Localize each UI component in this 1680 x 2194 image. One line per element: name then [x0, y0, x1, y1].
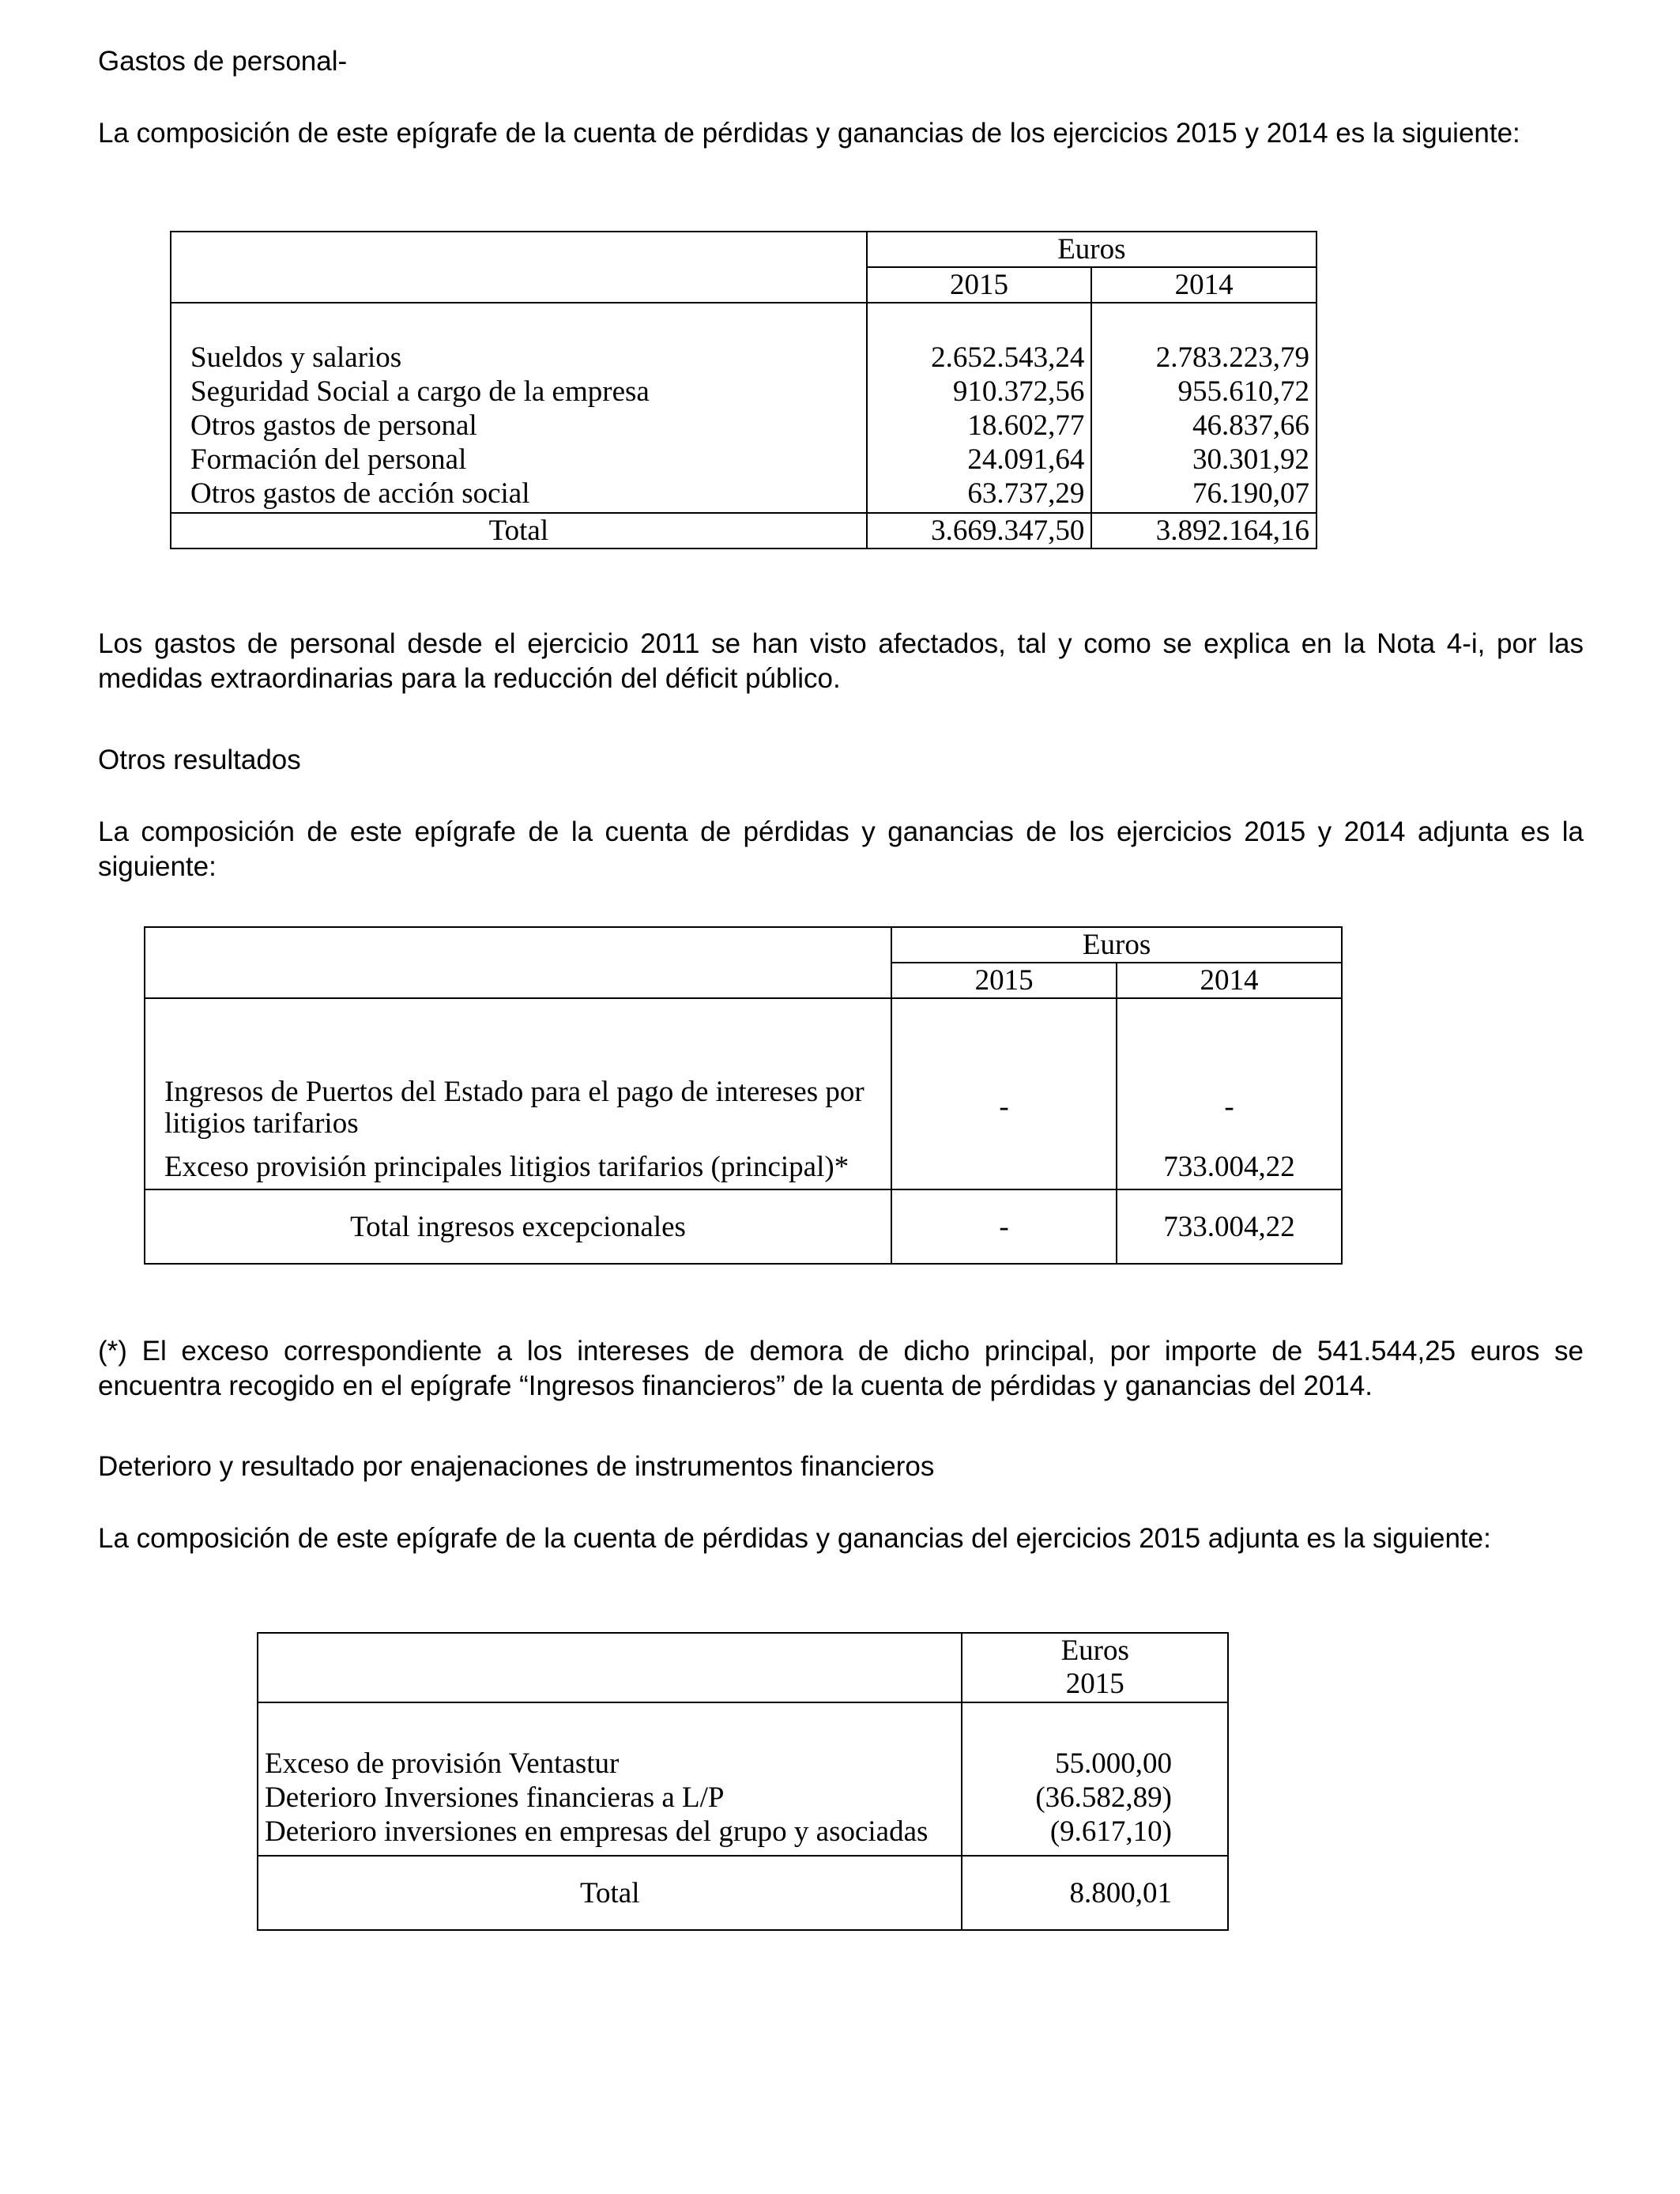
table-header-2015: 2015: [1065, 1668, 1124, 1700]
section-heading-gastos: Gastos de personal-: [98, 46, 348, 77]
cell-value: 63.737,29: [967, 477, 1085, 510]
table-header-blank: [171, 232, 867, 303]
table-gastos-personal: [170, 231, 1317, 549]
cell-value: 76.190,07: [1192, 477, 1309, 510]
cell-value: [891, 1144, 1117, 1189]
cell-value: 2.652.543,24: [931, 341, 1085, 374]
cell-value: 55.000,00: [1055, 1747, 1172, 1780]
cell-value: 955.610,72: [1177, 375, 1309, 408]
row-label: Exceso provisión principales litigios tarifarios (principal)*: [145, 1144, 891, 1189]
cell-value: 18.602,77: [967, 409, 1085, 442]
table-header-currency: Euros: [891, 927, 1342, 963]
cell-value: -: [891, 998, 1117, 1144]
total-2015: 8.800,01: [962, 1856, 1228, 1930]
row-label: Otros gastos de acción social: [190, 477, 530, 510]
table-header-blank: [258, 1633, 962, 1702]
table-otros-resultados: [144, 926, 1343, 1265]
paragraph-otros-note: (*) El exceso correspondiente a los intereses de demora de dicho principal, por importe de 541.544,25 euros se encuentra recogido en el epígrafe “Ingresos financieros” de la cuenta de pérdidas y ganancias del 2014.: [98, 1336, 1584, 1401]
table-deterioro: [257, 1632, 1229, 1931]
cell-value: 46.837,66: [1192, 409, 1309, 442]
section-heading-otros: Otros resultados: [98, 745, 301, 775]
cell-value: 733.004,22: [1117, 1144, 1342, 1189]
row-label: Otros gastos de personal: [190, 409, 477, 442]
cell-value: 2.783.223,79: [1155, 341, 1309, 374]
total-2015: 3.669.347,50: [867, 513, 1092, 548]
row-label: Deterioro Inversiones financieras a L/P: [265, 1781, 725, 1814]
table-row-labels: [258, 1702, 962, 1856]
total-2014: 3.892.164,16: [1091, 513, 1317, 548]
table-col-2015-values: [867, 303, 1092, 513]
total-2014: 733.004,22: [1117, 1189, 1342, 1264]
row-label: Deterioro inversiones en empresas del grupo y asociadas: [265, 1815, 929, 1848]
row-label: Exceso de provisión Ventastur: [265, 1747, 620, 1780]
cell-value: 910.372,56: [952, 375, 1085, 408]
total-2015: -: [891, 1189, 1117, 1264]
table-row-labels: [171, 303, 867, 513]
table-header-currency: Euros: [1060, 1634, 1129, 1667]
table-col-2015-values: [962, 1702, 1228, 1856]
table-header: [962, 1633, 1228, 1702]
table-header-2015: 2015: [867, 267, 1092, 303]
table-header-2015: 2015: [891, 963, 1117, 998]
cell-value: (36.582,89): [1035, 1781, 1172, 1814]
table-header-blank: [145, 927, 891, 998]
row-label: Formación del personal: [190, 443, 467, 476]
row-label: Ingresos de Puertos del Estado para el pago de intereses por litigios tarifarios: [164, 1076, 864, 1140]
paragraph-gastos-note: Los gastos de personal desde el ejercicio 2011 se han visto afectados, tal y como se explica en la Nota 4-i, por las medidas extraordinarias para la reducción del déficit público.: [98, 628, 1584, 694]
table-header-2014: 2014: [1091, 267, 1317, 303]
table-header-currency: Euros: [867, 232, 1317, 267]
paragraph-otros-intro: La composición de este epígrafe de la cuenta de pérdidas y ganancias de los ejercicios 2015 y 2014 adjunta es la siguiente:: [98, 816, 1584, 882]
total-label: Total: [258, 1856, 962, 1930]
table-col-2014-values: [1091, 303, 1317, 513]
cell-value: (9.617,10): [1049, 1815, 1172, 1848]
table-row: [145, 998, 891, 1144]
row-label: Sueldos y salarios: [190, 341, 402, 374]
cell-value: -: [1117, 998, 1342, 1144]
total-label: Total ingresos excepcionales: [145, 1189, 891, 1264]
section-heading-deterioro: Deterioro y resultado por enajenaciones de instrumentos financieros: [98, 1451, 935, 1482]
table-header-2014: 2014: [1117, 963, 1342, 998]
cell-value: 24.091,64: [967, 443, 1085, 476]
paragraph-deterioro-intro: La composición de este epígrafe de la cuenta de pérdidas y ganancias del ejercicios 2015 adjunta es la siguiente:: [98, 1523, 1491, 1554]
row-label: Seguridad Social a cargo de la empresa: [190, 375, 650, 408]
paragraph-gastos-intro: La composición de este epígrafe de la cuenta de pérdidas y ganancias de los ejercicios 2015 y 2014 es la siguiente:: [98, 118, 1520, 149]
total-label: Total: [171, 513, 867, 548]
cell-value: 30.301,92: [1192, 443, 1309, 476]
